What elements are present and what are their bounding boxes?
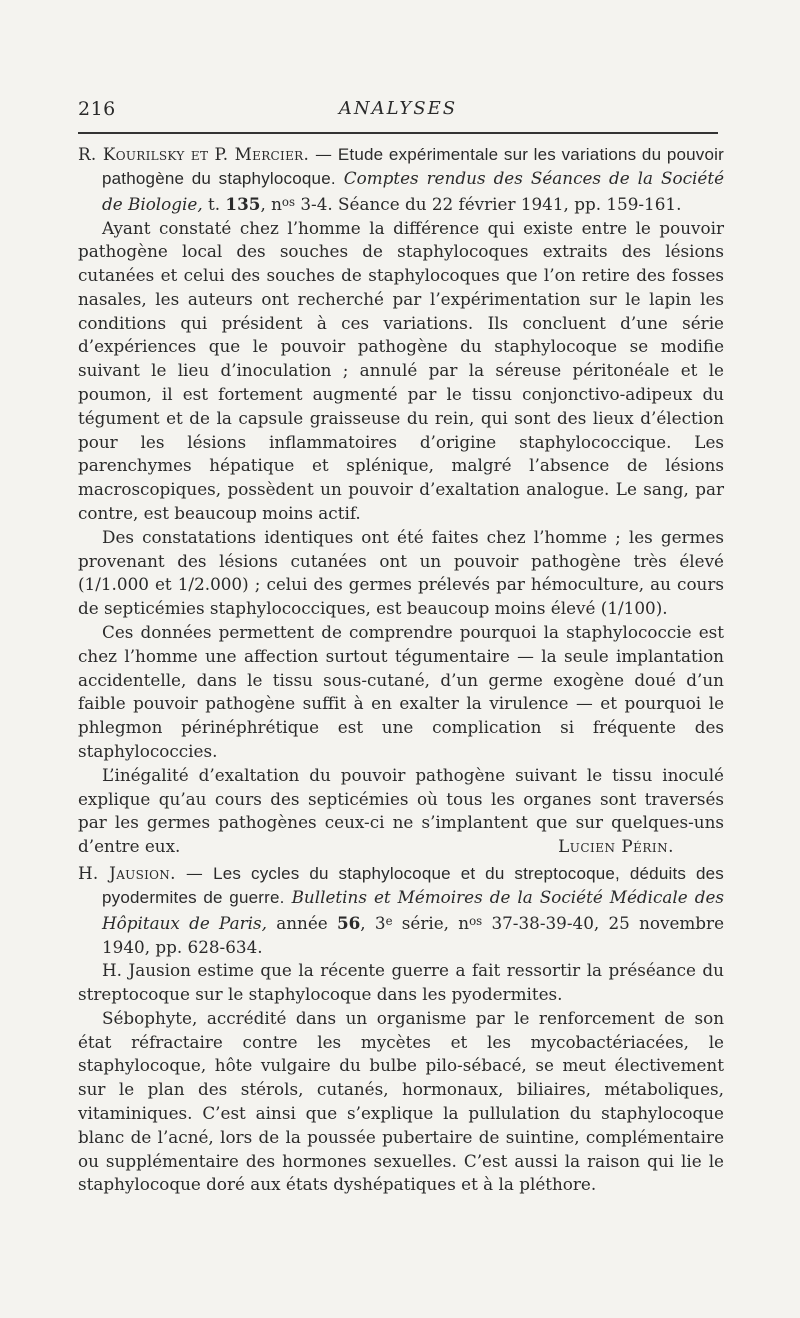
article-title: Etude expérimentale sur les variations du pouvoir pathogène du staphylocoque. bbox=[102, 145, 724, 188]
abstract-paragraph-last: L’inégalité d’exaltation du pouvoir pathogène suivant le tissu inoculé explique qu’au cours des septicémies où tous les organes sont traversés par les germes pathogènes ceux-ci ne s’implantent que sur quelques-uns d’entre eux. bbox=[78, 764, 724, 857]
journal-name: Bulletins et Mémoires de la Société Médicale des Hôpitaux de Paris, bbox=[102, 886, 724, 933]
issue-details: 37-38-39-40, 25 novembre 1940, pp. 628-634. bbox=[102, 912, 724, 957]
article-authors: R. Kourilsky et P. Mercier. bbox=[78, 144, 310, 164]
abstract-paragraph: Des constatations identiques ont été faites chez l’homme ; les germes provenant des lésions cutanées ont un pouvoir pathogène très élevé (1/1.000 et 1/2.000) ; celui des germes prélevés par hémoculture, au cours de septicémies staphylococciques, est beaucoup moins élevé (1/100). bbox=[78, 526, 724, 619]
reviewer-signature: Lucien Périn. bbox=[558, 836, 674, 857]
article-title: Les cycles du staphylocoque et du streptocoque, déduits des pyodermites de guerre. bbox=[102, 864, 724, 907]
abstract-paragraph: Ayant constaté chez l’homme la différence qui existe entre le pouvoir pathogène local des souches de staphylocoques extraits des lésions cutanées et celui des souches de staphylocoques que l’on retire des fosses nasales, les auteurs ont recherché par l’expérimentation sur le lapin les conditions qui président à ces variations. Ils concluent d’une série d’expériences que le pouvoir pathogène du staphylocoque se modifie suivant le lieu d’inoculation ; annulé par la séreuse péritonéale et le poumon, il est fortement augmenté par le tissu conjonctivo-adipeux du tégument et de la capsule graisseuse du rein, qui sont des lieux d’élection pour les lésions inflammatoires d’origine staphylococcique. Les parenchymes hépatique et splénique, malgré l’absence de lésions macroscopiques, possèdent un pouvoir d’exaltation analogue. Le sang, par contre, est beaucoup moins actif. bbox=[78, 217, 724, 524]
issue-details: 3-4. Séance du 22 février 1941, pp. 159-161. bbox=[295, 193, 682, 214]
abstract-paragraph: H. Jausion estime que la récente guerre a fait ressortir la préséance du streptocoque sur le staphylocoque dans les pyodermites. bbox=[78, 960, 724, 1005]
running-title: ANALYSES bbox=[338, 98, 458, 119]
header-rule bbox=[78, 132, 718, 134]
page-number: 216 bbox=[78, 98, 116, 120]
article-reference: H. Jausion. — Les cycles du staphylocoque et du streptocoque, déduits des pyodermites de guerre. Bulletins et Mémoires de la Société Médicale des Hôpitaux de Paris, année 56, 3e série, $n^{os}$ 37-38-39-40, 25 novembre 1940, pp. 628-634. bbox=[78, 863, 724, 957]
annee-number: 56 bbox=[336, 912, 361, 933]
abstract-paragraph: Ces données permettent de comprendre pourquoi la staphylococcie est chez l’homme une affection surtout tégumentaire — la seule implantation accidentelle, dans le tissu sous-cutané, d’un germe exogène doué d’un faible pouvoir pathogène suffit à en exalter la virulence — et pourquoi le phlegmon périnéphrétique est une complication si fréquente des staphylococcies. bbox=[78, 622, 724, 762]
journal-name: Comptes rendus des Séances de la Société de Biologie, bbox=[102, 167, 724, 214]
abstract-paragraph: Sébophyte, accrédité dans un organisme par le renforcement de son état réfractaire contre les mycètes et les mycobactériacées, le staphylocoque, hôte vulgaire du bulbe pilo-sébacé, se meut électivement sur le plan des stérols, cutanés, hormonaux, biliaires, métaboliques, vitaminiques. C’est ainsi que s’explique la pullulation du staphylocoque blanc de l’acné, lors de la poussée pubertaire de suintine, complémentaire ou supplémentaire des hormones sexuelles. C’est aussi la raison qui lie le staphylocoque doré aux états dyshépatiques et à la pléthore. bbox=[78, 1007, 724, 1195]
page-header bbox=[78, 98, 718, 122]
volume-number: 135 bbox=[225, 193, 261, 214]
article-reference: R. Kourilsky et P. Mercier. — Etude expérimentale sur les variations du pouvoir pathogène du staphylocoque. Comptes rendus des Séances de la Société de Biologie, t. 135, $n^{os}$ 3-4. Séance du 22 février 1941, pp. 159-161. bbox=[78, 144, 724, 214]
article-kourilsky-mercier bbox=[78, 143, 724, 859]
article-jausion bbox=[78, 862, 724, 1197]
article-authors: H. Jausion. bbox=[78, 863, 176, 883]
